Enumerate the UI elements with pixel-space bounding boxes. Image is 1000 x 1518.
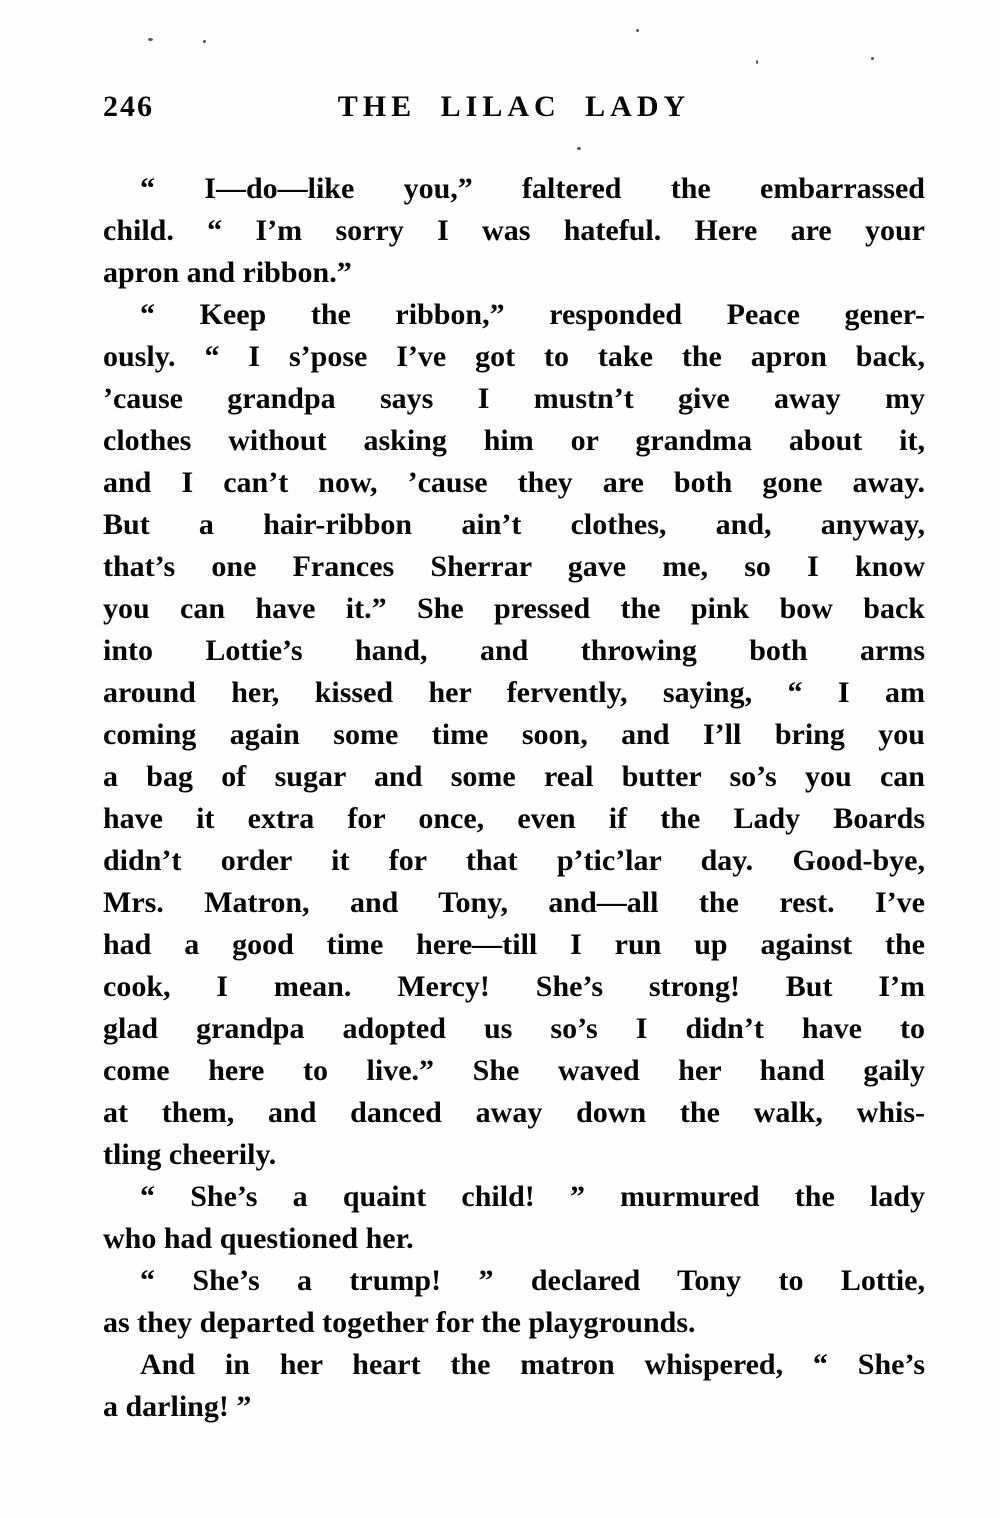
text-line: you can have it.” She pressed the pink bow back bbox=[103, 592, 925, 625]
scan-speck bbox=[871, 57, 874, 60]
text-line: clothes without asking him or grandma about it, bbox=[103, 424, 925, 457]
text-line: “ She’s a quaint child! ” murmured the lady bbox=[140, 1180, 925, 1213]
text-line: come here to live.” She waved her hand gaily bbox=[103, 1054, 925, 1087]
paragraph bbox=[103, 1344, 925, 1428]
text-line: a darling! ” bbox=[103, 1390, 252, 1423]
text-line: didn’t order it for that p’tic’lar day. Good-bye, bbox=[103, 844, 925, 877]
page-body bbox=[103, 168, 925, 1428]
text-line: But a hair-ribbon ain’t clothes, and, anyway, bbox=[103, 508, 925, 541]
text-line: a bag of sugar and some real butter so’s you can bbox=[103, 760, 925, 793]
text-line: tling cheerily. bbox=[103, 1138, 277, 1171]
text-line: cook, I mean. Mercy! She’s strong! But I’m bbox=[103, 970, 925, 1003]
text-line: who had questioned her. bbox=[103, 1222, 414, 1255]
text-line: and I can’t now, ’cause they are both gone away. bbox=[103, 466, 925, 499]
page-header bbox=[103, 0, 925, 130]
text-line: ously. “ I s’pose I’ve got to take the apron back, bbox=[103, 340, 925, 373]
text-line: into Lottie’s hand, and throwing both arms bbox=[103, 634, 925, 667]
scan-speck bbox=[148, 38, 153, 41]
text-line: around her, kissed her fervently, saying, “ I am bbox=[103, 676, 925, 709]
text-line: “ Keep the ribbon,” responded Peace gener- bbox=[140, 298, 925, 331]
text-line: coming again some time soon, and I’ll bring you bbox=[103, 718, 925, 751]
text-line: have it extra for once, even if the Lady Boards bbox=[103, 802, 925, 835]
text-line: had a good time here—till I run up against the bbox=[103, 928, 925, 961]
scan-speck bbox=[756, 60, 758, 64]
text-line: apron and ribbon.” bbox=[103, 256, 352, 289]
scan-speck bbox=[577, 147, 581, 150]
text-line: glad grandpa adopted us so’s I didn’t have to bbox=[103, 1012, 925, 1045]
scan-speck bbox=[636, 29, 639, 32]
scan-speck bbox=[203, 40, 206, 43]
text-line: as they departed together for the playgrounds. bbox=[103, 1306, 696, 1339]
text-line: child. “ I’m sorry I was hateful. Here are your bbox=[103, 214, 925, 247]
text-line: that’s one Frances Sherrar gave me, so I know bbox=[103, 550, 925, 583]
text-line: at them, and danced away down the walk, whis- bbox=[103, 1096, 925, 1129]
page-number: 246 bbox=[103, 90, 154, 123]
paragraph bbox=[103, 1176, 925, 1260]
text-line: ’cause grandpa says I mustn’t give away my bbox=[103, 382, 925, 415]
paragraph bbox=[103, 168, 925, 294]
text-line: “ I—do—like you,” faltered the embarrassed bbox=[140, 172, 925, 205]
text-line: And in her heart the matron whispered, “ She’s bbox=[140, 1348, 925, 1381]
page-title: THE LILAC LADY bbox=[337, 90, 691, 123]
paragraph bbox=[103, 1260, 925, 1344]
text-line: Mrs. Matron, and Tony, and—all the rest. I’ve bbox=[103, 886, 925, 919]
paragraph bbox=[103, 294, 925, 1176]
text-line: “ She’s a trump! ” declared Tony to Lottie, bbox=[140, 1264, 925, 1297]
